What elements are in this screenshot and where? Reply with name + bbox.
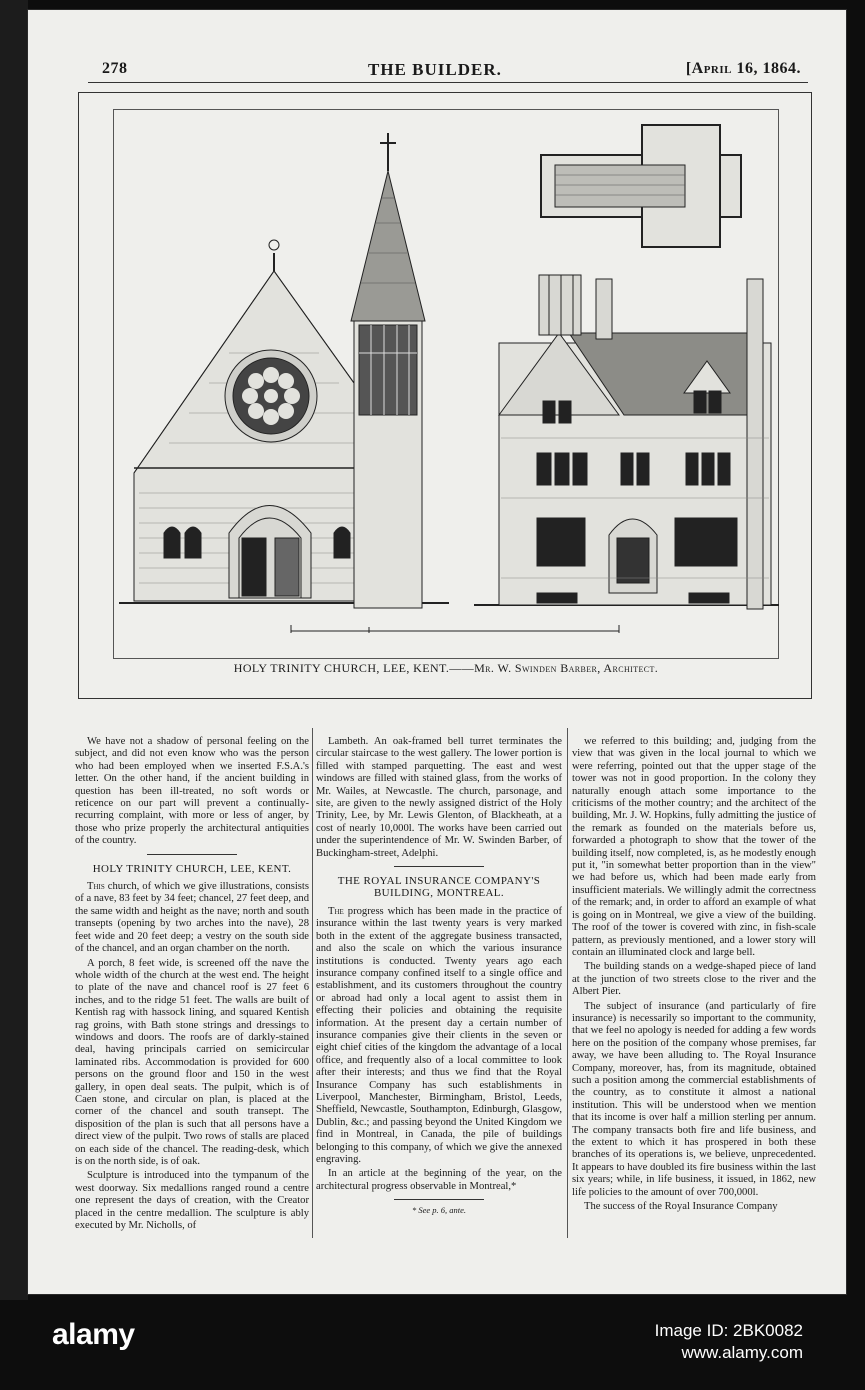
image-id: Image ID: 2BK0082 (654, 1321, 803, 1340)
caption-separator: —— (449, 661, 475, 675)
paragraph: The building stands on a wedge-shaped piece of land at the junction of two streets close to the river and the Albert Pier. (572, 961, 816, 998)
illustration-plate (78, 92, 812, 699)
stock-info (655, 1320, 803, 1364)
stock-url: www.alamy.com (681, 1343, 803, 1362)
paragraph: We have not a shadow of personal feeling on the subject, and did not even know who was the person who had been employed when we inserted F.S.A.'s letter. On the other hand, if the ancient building in question has been ill-treated, no soft words or reticence on our part will prevent a continually-recurring complaint, with more or less of anger, by those who prize properly the architectural antiquities of the country. (75, 736, 309, 847)
paragraph: A porch, 8 feet wide, is screened off the nave the whole width of the church at the west end. The height to plate of the nave and chancel roof is 27 feet 6 inches, and to the ridge 51 feet. The walls are built of Kentish rag with hassock lining, and squared Kentish rag groins, with Bath stone strings and dressings to windows and doors. The roofs are of darkly-stained deal, having principals carried on semicircular laminated ribs. Accommodation is provided for 600 persons on the ground floor and 150 in the west gallery, in open deal seats. The pulpit, which is of Caen stone, and circular on plan, is placed at the corner of the chancel and south transept. The disposition of the plan is such that all persons have a direct view of the pulpit. Two rows of stalls are placed on each side of the chancel. The reading-desk, which is on the north side, is of oak. (75, 957, 309, 1167)
paragraph: Sculpture is introduced into the tympanum of the west doorway. Six medallions ranged round a centre one represent the days of creation, with the Creator placed in the centre medallion. The sculpture is ably executed by Mr. Nicholls, of (75, 1170, 309, 1232)
church-spire (351, 133, 425, 608)
publication-title: THE BUILDER. (368, 60, 502, 79)
plate-caption (79, 661, 813, 676)
caption-architect: Mr. W. Swinden Barber, Architect. (474, 661, 659, 675)
paragraph-text: church, of which we give illustrations, consists of a nave, 83 feet by 34 feet; chancel, 27 feet deep, and the same width and height as the nave; north and south transepts (opening by two arches into the nave), 28 feet wide and 20 feet deep; a vestry on the south side of the chancel, and an organ chamber on the north. (75, 881, 309, 955)
paragraph: In an article at the beginning of the year, on the architectural progress observable in Montreal,* (316, 1168, 562, 1192)
column-1 (75, 736, 309, 1234)
church-floor-plan (541, 125, 741, 247)
section-heading: HOLY TRINITY CHURCH, LEE, KENT. (92, 862, 292, 875)
parsonage-facade (499, 275, 771, 609)
paragraph: we referred to this building; and, judging from the view that was given in the local journal to which we were referring, pointed out that the upper stage of the tower was not in good proportion. In the colony they naturally enough attach some importance to the criticisms of the mother country; and the architect of the building, Mr. J. W. Hopkins, fully admitting the justice of the remark as founded on the materials before us, forwarded a photograph to show that the tower of the building itself, now completed, is, as he modestly enough put it, "in somewhat better proportion than in the view" we had before us, which had been made early from insufficient materials. We willingly admit the correctness of the remark; and, in order to afford an example of what is going on in Montreal, we give a view of the building. The roof of the tower is covered with zinc, in fish-scale pattern, as previously mentioned, and a lower story will contain an illuminated clock and large bell. (572, 736, 816, 958)
column-rule (312, 728, 313, 1238)
issue-date: [April 16, 1864. (685, 60, 801, 77)
page-edge (0, 0, 28, 1300)
column-2 (316, 736, 562, 1217)
church-engraving (79, 93, 813, 653)
paragraph-text: progress which has been made in the practice of insurance within the last twenty years is very marked both in the extent of the aggregate business transacted, and also the scale on which the various insurance institutions is conducted. Twenty years ago each insurance company confined itself to a single office and establishment, and its customers throughout the country or abroad had only a local agent to assist them in effecting their policies and obtaining the requisite information. At the present day a certain number of insurance companies give their clients in the seven or eight chief cities of the kingdom the advantage of a local office, and frequently also of a local committee to look after their interests; and thus we find that the Royal Insurance Company has such establishments in Liverpool, Manchester, Birmingham, Bristol, Leeds, Sheffield, Newcastle, Southampton, Edinburgh, Glasgow, Dublin, &c.; and passing beyond the United Kingdom we find in Montreal, in Canada, the pile of buildings belonging to this company, of which we give the annexed engraving. (316, 905, 562, 1165)
paragraph: The subject of insurance (and particularly of fire insurance) is necessarily so important to the community, that we feel no apology is needed for adding a few words here on the position of the company whose premises, far away, we have been alluding to. The Royal Insurance Company, moreover, has, from its magnitude, obtained such a position among the commercial establishments of the country, as to constitute it almost a national institution. This will be understood when we mention that its income is over half a million sterling per annum. The company transacts both fire and life business, and the extent to which it has prospered in both these branches of its operations is, we believe, unprecedented. It appears to have doubled its fire business within the last six years; while, in life business, it issued, in 1862, new life policies to the amount of over 700,000l. (572, 1000, 816, 1198)
lead-word: The (328, 905, 344, 917)
header-rule (88, 82, 808, 83)
page-number: 278 (102, 60, 128, 77)
paragraph: Lambeth. An oak-framed bell turret terminates the circular staircase to the west gallery. The lower portion is filled with stamped parquetting. The east and west windows are filled with stained glass, from the works of Mr. Wailes, at Newcastle. The church, parsonage, and site, are given to the newly assigned district of the Holy Trinity, Lee, by Mr. Lewis Glenton, of Blackheath, at a cost of nearly 10,000l. The works have been carried out under the superintendence of Mr. W. Swinden Barber, of Buckingham-street, Adelphi. (316, 736, 562, 859)
footnote-rule (394, 1199, 484, 1200)
lead-word: This (87, 881, 105, 893)
alamy-logo: alamy (52, 1318, 135, 1351)
column-3 (572, 736, 816, 1215)
section-rule (147, 854, 237, 855)
caption-title: HOLY TRINITY CHURCH, LEE, KENT. (233, 661, 450, 675)
column-rule (567, 728, 568, 1238)
paragraph (75, 881, 309, 955)
paragraph (316, 906, 562, 1167)
paragraph: The success of the Royal Insurance Company (584, 1201, 778, 1213)
section-heading: THE ROYAL INSURANCE COMPANY'S BUILDING, MONTREAL. (337, 875, 541, 900)
footnote: * See p. 6, ante. (411, 1205, 467, 1216)
section-rule (394, 866, 484, 867)
